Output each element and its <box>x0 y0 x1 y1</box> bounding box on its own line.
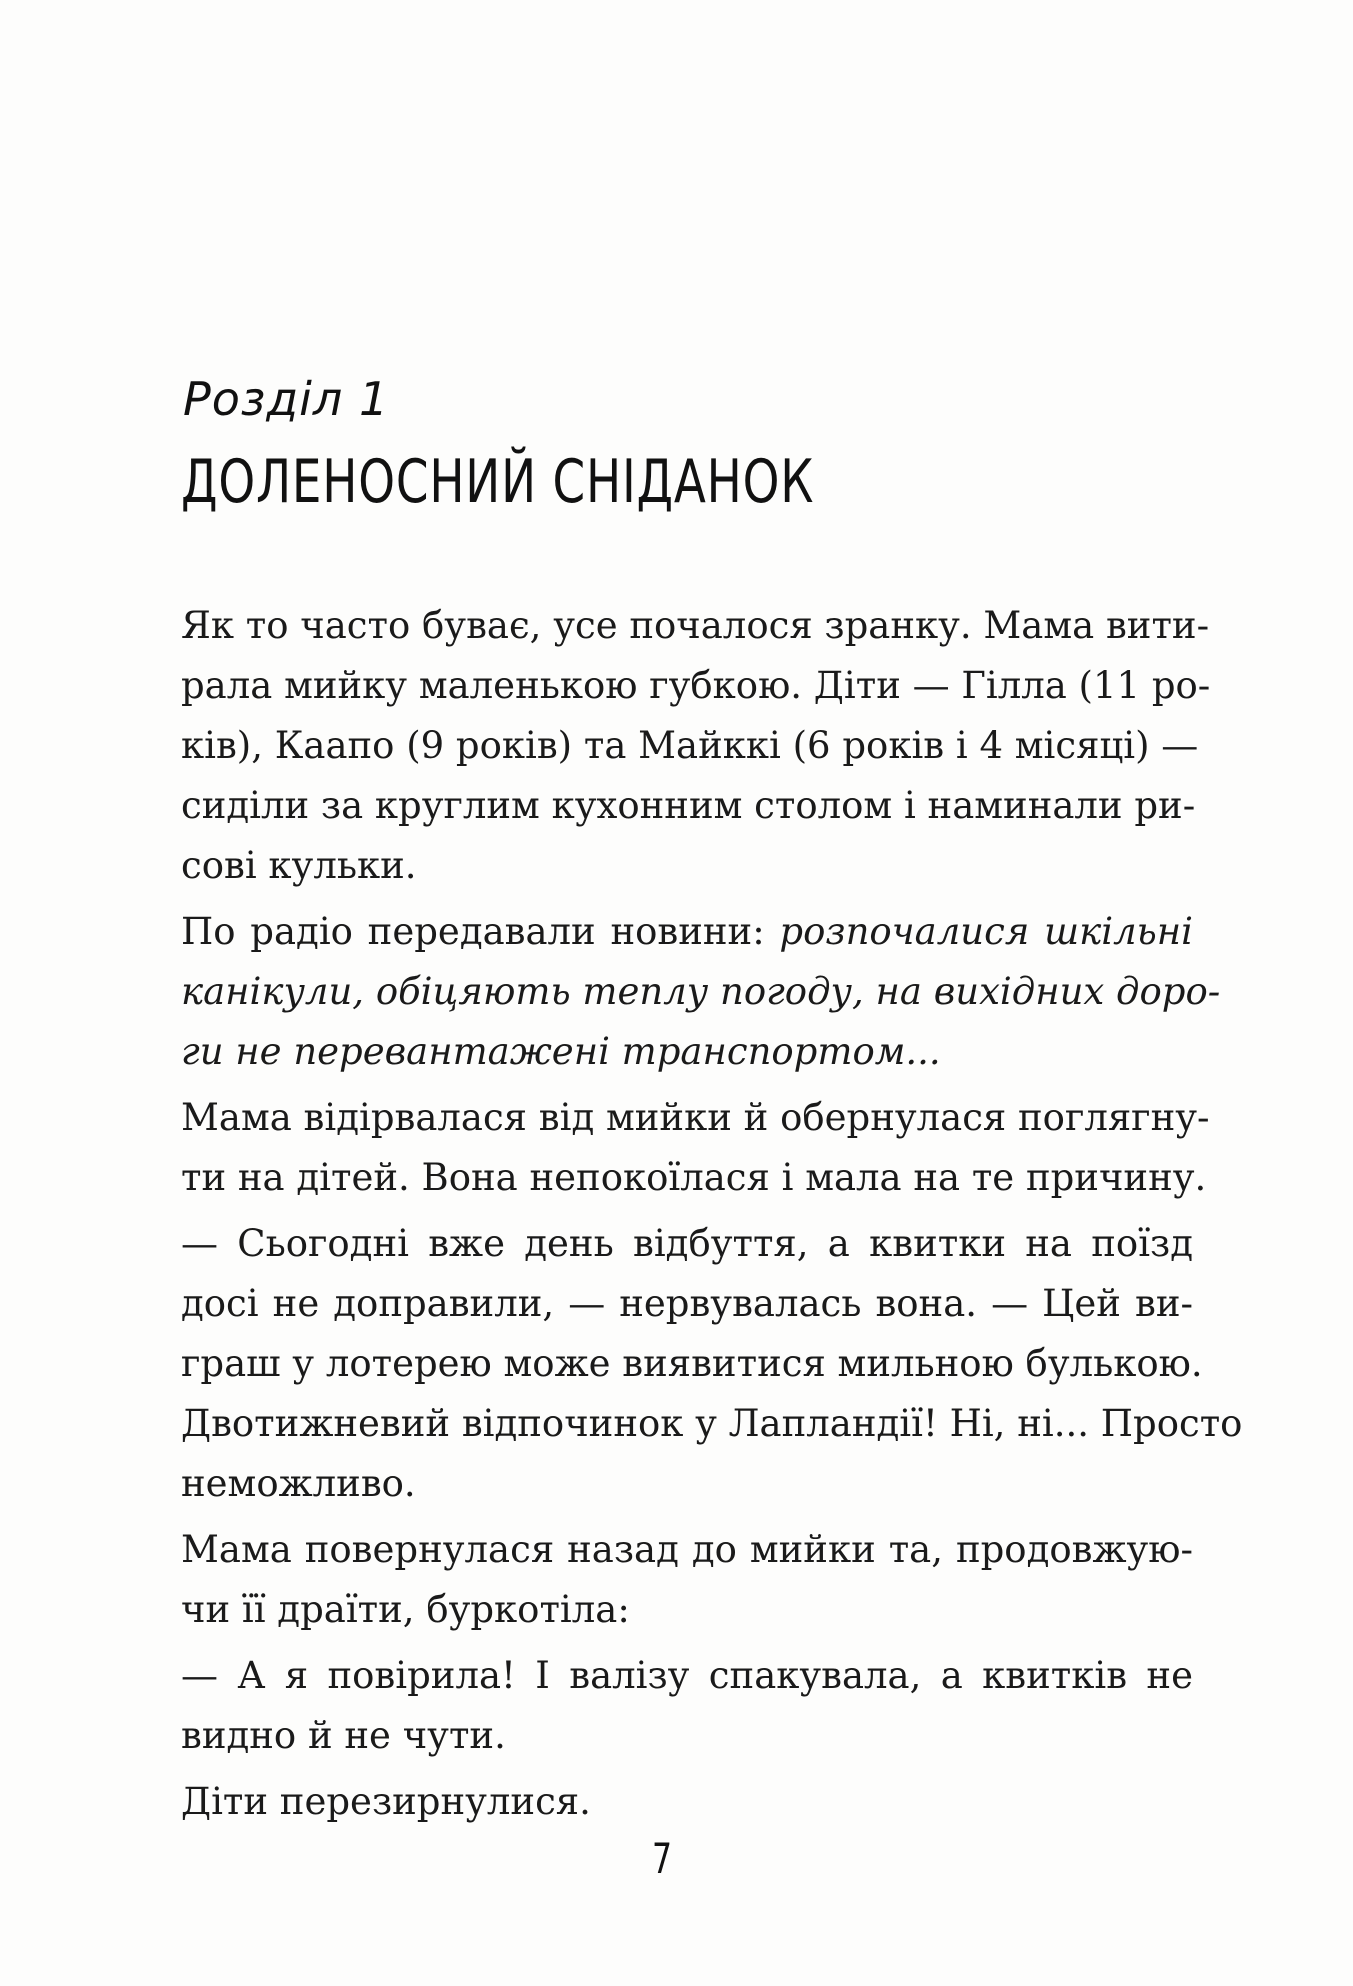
text-line: Мама повернулася назад до мийки та, продовжую- <box>181 1528 1193 1571</box>
text-normal: По радіо передавали новини: <box>181 910 780 953</box>
text-line: Двотижневий відпочинок у Лапландії! Ні, ні... Просто <box>181 1402 1243 1445</box>
text-line: Мама відірвалася від мийки й обернулася поглягну- <box>181 1096 1210 1139</box>
text-line: досі не доправили, — нервувалась вона. — Цей ви- <box>181 1282 1193 1325</box>
paragraph-4 <box>181 1214 1243 1514</box>
paragraph-2 <box>181 902 1221 1082</box>
paragraph-6 <box>181 1646 1193 1766</box>
chapter-title: ДОЛЕНОСНИЙ СНІДАНОК <box>181 447 815 517</box>
text-line: Як то часто буває, усе почалося зранку. Мама вити- <box>181 604 1210 647</box>
text-italic: канікули, обіцяють теплу погоду, на вихідних доро- <box>181 970 1221 1013</box>
text-line: — А я повірила! І валізу спакувала, а квитків не <box>181 1654 1193 1697</box>
text-line: сиділи за круглим кухонним столом і наминали ри- <box>181 784 1196 827</box>
paragraph-7 <box>181 1772 1193 1832</box>
text-line <box>181 902 1193 962</box>
text-line: неможливо. <box>181 1462 416 1505</box>
text-line: сові кульки. <box>181 844 417 887</box>
text-line: — Сьогодні вже день відбуття, а квитки на поїзд <box>181 1222 1193 1265</box>
chapter-label: Розділ 1 <box>183 372 390 426</box>
text-italic: розпочалися шкільні <box>779 910 1193 953</box>
text-line: рала мийку маленькою губкою. Діти — Гілла (11 ро- <box>181 664 1211 707</box>
text-line: чи її драїти, буркотіла: <box>181 1588 630 1631</box>
text-italic: ги не перевантажені транспортом... <box>181 1030 941 1073</box>
paragraph-1 <box>181 596 1211 896</box>
text-line <box>181 1022 1193 1082</box>
text-line: Діти перезирнулися. <box>181 1780 591 1823</box>
text-line: ти на дітей. Вона непокоїлася і мала на те причину. <box>181 1156 1207 1199</box>
text-line: граш у лотерею може виявитися мильною булькою. <box>181 1342 1203 1385</box>
page-number: 7 <box>652 1834 673 1883</box>
text-line <box>181 962 1221 1022</box>
text-line: видно й не чути. <box>181 1714 506 1757</box>
text-line: ків), Каапо (9 років) та Майккі (6 років і 4 місяці) — <box>181 724 1199 767</box>
paragraph-3 <box>181 1088 1210 1208</box>
paragraph-5 <box>181 1520 1193 1640</box>
chapter-body <box>181 596 1243 1838</box>
